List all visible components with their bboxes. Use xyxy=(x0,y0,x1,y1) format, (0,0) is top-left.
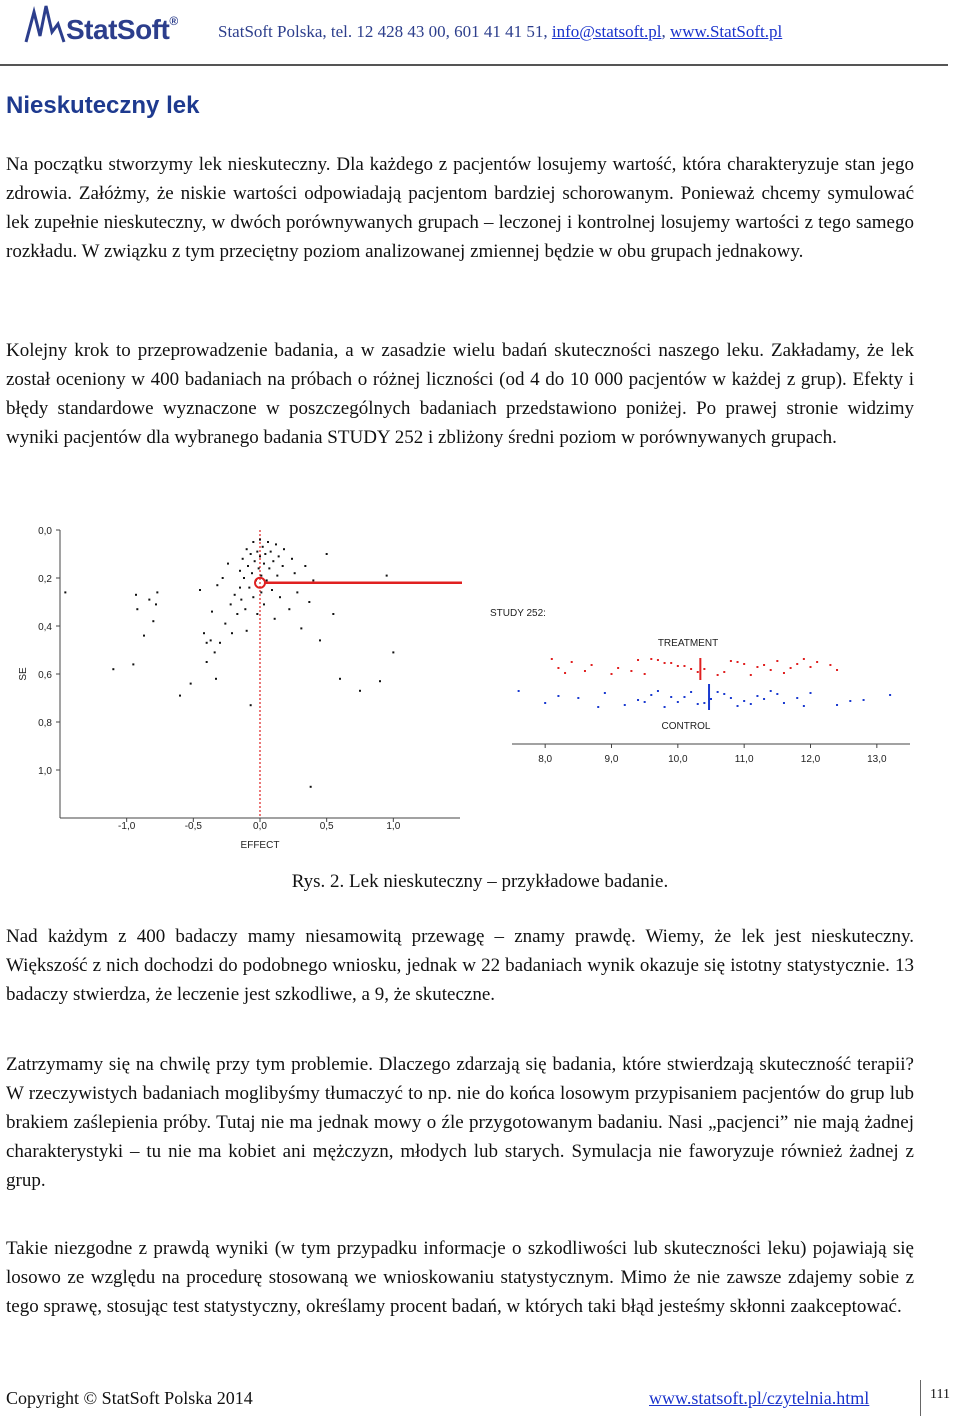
figure-funnel-plot xyxy=(0,518,960,863)
data-point xyxy=(326,553,328,555)
treatment-point xyxy=(644,673,646,675)
y-tick-label: 1,0 xyxy=(38,766,52,777)
treatment-point xyxy=(763,664,765,666)
data-point xyxy=(279,596,281,598)
data-point xyxy=(260,591,262,593)
control-point xyxy=(677,701,679,703)
control-point xyxy=(703,702,705,704)
data-point xyxy=(152,620,154,622)
treatment-point xyxy=(737,661,739,663)
header-contact xyxy=(218,22,782,42)
paragraph-1: Na początku stworzymy lek nieskuteczny. Dla każdego z pacjentów losujemy wartość, która charakteryzuje stan jego zdrowia. Załóżmy, że niskie wartości odpowiadają pacjentom bardziej schorowanym. Ponieważ chcemy symulować lek zupełnie nieskuteczny, w dwóch porównywanych grupach – leczonej i kontrolnej losujemy wartości z tego samego rozkładu. W związku z tym przeciętny poziom analizowanej zmiennej będzie w obu grupach jednakowy. xyxy=(6,154,914,262)
control-point xyxy=(644,701,646,703)
data-point xyxy=(156,591,158,593)
data-point xyxy=(319,639,321,641)
data-point xyxy=(256,613,258,615)
data-point xyxy=(259,555,261,557)
data-point xyxy=(259,539,261,541)
data-point xyxy=(246,630,248,632)
data-point xyxy=(304,565,306,567)
control-point xyxy=(743,700,745,702)
y-tick-label: 0,4 xyxy=(38,622,52,633)
data-point xyxy=(227,563,229,565)
treatment-point xyxy=(650,658,652,660)
header-separator: , xyxy=(661,22,670,41)
control-point xyxy=(889,694,891,696)
control-point xyxy=(518,690,520,692)
data-point xyxy=(64,591,66,593)
data-point xyxy=(268,567,270,569)
treatment-point xyxy=(557,667,559,669)
data-point xyxy=(339,678,341,680)
data-point xyxy=(230,603,232,605)
logo-text: StatSoft® xyxy=(66,14,178,45)
control-point xyxy=(697,703,699,705)
control-point xyxy=(604,692,606,694)
control-point xyxy=(717,691,719,693)
treatment-label: TREATMENT xyxy=(657,638,719,649)
treatment-point xyxy=(571,661,573,663)
control-label: CONTROL xyxy=(661,721,711,732)
control-point xyxy=(544,702,546,704)
control-point xyxy=(664,706,666,708)
control-point xyxy=(763,698,765,700)
x-tick-label: -1,0 xyxy=(118,821,136,832)
data-point xyxy=(231,632,233,634)
x-tick-label: 0,5 xyxy=(319,821,334,832)
control-point xyxy=(730,697,732,699)
control-point xyxy=(849,700,851,702)
data-point xyxy=(234,594,236,596)
treatment-point xyxy=(697,671,699,673)
data-point xyxy=(135,594,137,596)
data-point xyxy=(278,555,280,557)
treatment-point xyxy=(783,672,785,674)
header-contact-text: StatSoft Polska, tel. 12 428 43 00, 601 41 41 51, xyxy=(218,22,552,41)
control-point xyxy=(783,702,785,704)
header-website-link[interactable]: www.StatSoft.pl xyxy=(670,22,783,41)
treatment-point xyxy=(816,661,818,663)
data-point xyxy=(288,608,290,610)
control-point xyxy=(690,691,692,693)
y-tick-label: 0,2 xyxy=(38,574,52,585)
treatment-point xyxy=(611,673,613,675)
paragraph-4: Zatrzymamy się na chwilę przy tym problemie. Dlaczego zdarzają się badania, które stwierdzają skuteczność terapii? W rzeczywistych badaniach moglibyśmy tłumaczyć to np. nie do końca losowym przypisaniem pacjentów do grup lub brakiem zaślepienia próby. Tutaj nie ma jednak mowy o źle przygotowanym badaniu. Nasi „pacjenci” nie mają żadnej charakterystyki – tu nie ma kobiet ani mężczyzn, młodych lub starych. Symulacja nie faworyzuje również żadnej z grup. xyxy=(6,1054,914,1191)
x-tick-label: -0,5 xyxy=(184,821,202,832)
data-point xyxy=(272,560,274,562)
paragraph-2: Kolejny krok to przeprowadzenie badania, a w zasadzie wielu badań skuteczności naszego leku. Zakładamy, że lek został oceniony w 400 badaniach na próbach o różnej liczności (od 4 do 10 000 pacjentów w każdej z grup). Efekty i błędy standardowe wyznaczone w poszczególnych badaniach przedstawiono poniżej. Po prawej stronie widzimy wyniki pacjentów dla wybranego badania STUDY 252 i zbliżony średni poziom w porównywanych grupach. xyxy=(6,340,914,448)
data-point xyxy=(250,704,252,706)
treatment-point xyxy=(836,669,838,671)
data-point xyxy=(112,668,114,670)
study-x-tick-label: 13,0 xyxy=(867,754,887,765)
x-axis-label: EFFECT xyxy=(240,840,280,851)
control-point xyxy=(750,703,752,705)
logo-registered-mark: ® xyxy=(169,14,178,28)
study-x-tick-label: 9,0 xyxy=(604,754,619,765)
treatment-point xyxy=(770,669,772,671)
data-point xyxy=(332,613,334,615)
control-point xyxy=(657,690,659,692)
control-point xyxy=(796,697,798,699)
treatment-point xyxy=(717,674,719,676)
treatment-point xyxy=(670,662,672,664)
data-point xyxy=(203,632,205,634)
treatment-point xyxy=(750,674,752,676)
control-point xyxy=(597,706,599,708)
study-x-tick-label: 8,0 xyxy=(538,754,553,765)
treatment-point xyxy=(730,660,732,662)
footer-link[interactable]: www.statsoft.pl/czytelnia.html xyxy=(649,1388,870,1408)
control-point xyxy=(803,705,805,707)
statsoft-logo-icon xyxy=(22,2,66,46)
treatment-point xyxy=(657,659,659,661)
data-point xyxy=(252,596,254,598)
treatment-point xyxy=(677,665,679,667)
control-point xyxy=(723,693,725,695)
figure-caption: Rys. 2. Lek nieskuteczny – przykładowe badanie. xyxy=(291,871,669,892)
control-point xyxy=(770,690,772,692)
study-x-tick-label: 12,0 xyxy=(800,754,821,765)
data-point xyxy=(251,572,253,574)
data-point xyxy=(214,651,216,653)
control-point xyxy=(776,693,778,695)
data-point xyxy=(379,680,381,682)
data-point xyxy=(263,563,265,565)
data-point xyxy=(239,587,241,589)
data-point xyxy=(239,570,241,572)
data-point xyxy=(275,543,277,545)
section-title: Nieskuteczny lek xyxy=(6,92,200,119)
treatment-point xyxy=(810,666,812,668)
data-point xyxy=(258,567,260,569)
data-point xyxy=(136,608,138,610)
treatment-point xyxy=(743,663,745,665)
control-point xyxy=(863,699,865,701)
data-point xyxy=(300,627,302,629)
header-email-link[interactable]: info@statsoft.pl xyxy=(551,22,662,41)
treatment-point xyxy=(617,667,619,669)
treatment-point xyxy=(723,671,725,673)
header-divider xyxy=(0,64,948,66)
data-point xyxy=(250,553,252,555)
y-tick-label: 0,0 xyxy=(38,526,52,537)
data-point xyxy=(244,608,246,610)
data-point xyxy=(236,613,238,615)
data-point xyxy=(359,690,361,692)
study-x-tick-label: 10,0 xyxy=(668,754,688,765)
data-point xyxy=(291,558,293,560)
control-point xyxy=(683,696,685,698)
study-title: STUDY 252: xyxy=(490,608,546,619)
control-point xyxy=(737,705,739,707)
x-tick-label: 0,0 xyxy=(253,821,267,832)
data-point xyxy=(310,786,312,788)
data-point xyxy=(246,548,248,550)
control-point xyxy=(650,694,652,696)
page-header xyxy=(0,0,960,66)
paragraph-3: Nad każdym z 400 badaczy mamy niesamowitą przewagę – znamy prawdę. Wiemy, że lek jest nieskuteczny. Większość z nich dochodzi do podobnego wniosku, jednak w 22 badaniach wynik okazuje się istotny statystycznie. 13 badaczy stwierdza, że leczenie jest szkodliwe, a 9, że skuteczne. xyxy=(6,926,914,1005)
data-point xyxy=(271,589,273,591)
data-point xyxy=(274,618,276,620)
data-point xyxy=(190,683,192,685)
data-point xyxy=(252,541,254,543)
treatment-point xyxy=(664,662,666,664)
treatment-point xyxy=(703,668,705,670)
data-point xyxy=(132,663,134,665)
control-point xyxy=(836,704,838,706)
data-point xyxy=(267,541,269,543)
control-point xyxy=(810,692,812,694)
data-point xyxy=(242,558,244,560)
treatment-point xyxy=(584,670,586,672)
footer-copyright: Copyright © StatSoft Polska 2014 xyxy=(6,1388,253,1408)
control-point xyxy=(710,698,712,700)
data-point xyxy=(312,579,314,581)
treatment-point xyxy=(591,664,593,666)
data-point xyxy=(210,639,212,641)
data-point xyxy=(143,635,145,637)
data-point xyxy=(260,575,262,577)
data-point xyxy=(270,551,272,553)
data-point xyxy=(296,591,298,593)
data-point xyxy=(256,551,258,553)
data-point xyxy=(211,611,213,613)
study-x-tick-label: 11,0 xyxy=(734,754,754,765)
treatment-point xyxy=(756,666,758,668)
data-point xyxy=(392,651,394,653)
data-point xyxy=(386,575,388,577)
data-point xyxy=(179,695,181,697)
data-point xyxy=(206,642,208,644)
data-point xyxy=(247,565,249,567)
data-point xyxy=(262,546,264,548)
footer-divider xyxy=(920,1380,921,1416)
data-point xyxy=(224,623,226,625)
data-point xyxy=(243,577,245,579)
control-point xyxy=(577,697,579,699)
treatment-point xyxy=(803,658,805,660)
treatment-point xyxy=(790,667,792,669)
data-point xyxy=(308,601,310,603)
treatment-point xyxy=(690,668,692,670)
data-point xyxy=(216,584,218,586)
treatment-point xyxy=(796,663,798,665)
y-axis-label: SE xyxy=(18,667,29,681)
data-point xyxy=(263,603,265,605)
treatment-point xyxy=(683,665,685,667)
treatment-point xyxy=(630,670,632,672)
data-point xyxy=(222,577,224,579)
data-point xyxy=(254,560,256,562)
treatment-point xyxy=(776,660,778,662)
data-point xyxy=(148,599,150,601)
data-point xyxy=(199,589,201,591)
control-point xyxy=(557,695,559,697)
funnel-plot xyxy=(18,526,462,851)
control-point xyxy=(756,695,758,697)
data-point xyxy=(206,661,208,663)
data-point xyxy=(282,565,284,567)
x-tick-label: 1,0 xyxy=(386,821,401,832)
data-point xyxy=(283,548,285,550)
control-point xyxy=(670,696,672,698)
y-tick-label: 0,6 xyxy=(38,670,52,681)
study-252-plot xyxy=(490,608,910,765)
control-point xyxy=(637,699,639,701)
treatment-point xyxy=(637,659,639,661)
data-point xyxy=(294,572,296,574)
control-point xyxy=(624,704,626,706)
data-point xyxy=(264,553,266,555)
data-point xyxy=(240,599,242,601)
data-point xyxy=(266,579,268,581)
data-point xyxy=(215,678,217,680)
treatment-point xyxy=(829,664,831,666)
data-point xyxy=(219,642,221,644)
data-point xyxy=(276,575,278,577)
paragraph-5: Takie niezgodne z prawdą wyniki (w tym przypadku informacje o szkodliwości lub skuteczności leku) pojawiają się losowo ze względu na procedurę stosowaną we wnioskowaniu statystycznym. Mimo że nie zawsze zdajemy sobie z tego sprawę, stosując test statystyczny, określamy procent badań, w których taki błąd jesteśmy skłonni zaakceptować. xyxy=(6,1238,914,1317)
treatment-point xyxy=(564,672,566,674)
data-point xyxy=(155,603,157,605)
page-number: 111 xyxy=(930,1387,950,1402)
y-tick-label: 0,8 xyxy=(38,718,52,729)
data-point xyxy=(248,587,250,589)
treatment-point xyxy=(551,658,553,660)
